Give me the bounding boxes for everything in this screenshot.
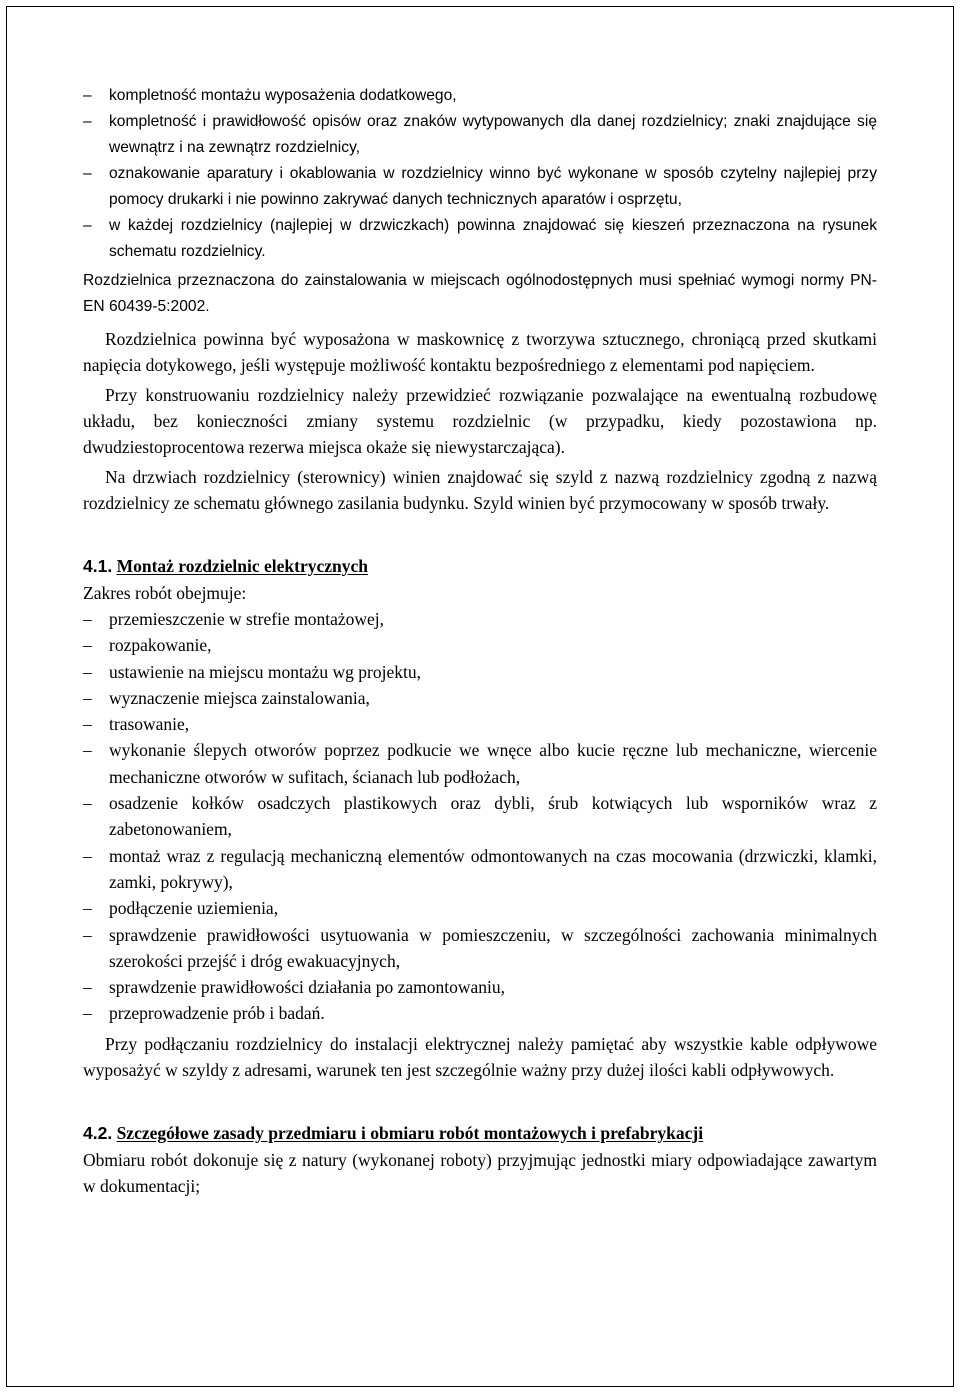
paragraph-szyld: Na drzwiach rozdzielnicy (sterownicy) winien znajdować się szyld z nazwą rozdzielnicy zgodną z nazwą rozdzielnicy ze schematu głównego zasilania budynku. Szyld winien być przymocowany w sposób trwały. bbox=[83, 467, 877, 513]
section-number: 4.2. bbox=[83, 1122, 113, 1143]
paragraph-closing: Przy podłączaniu rozdzielnicy do instalacji elektrycznej należy pamiętać aby wszystkie kable odpływowe wyposażyć w szyldy z adresami, warunek ten jest szczególnie ważny przy dużej ilości kabli odpływowych. bbox=[83, 1033, 877, 1080]
section-heading-4-2 bbox=[83, 1119, 877, 1147]
list-item: – kompletność montażu wyposażenia dodatkowego, bbox=[83, 83, 877, 109]
paragraph-norm: Rozdzielnica przeznaczona do zainstalowania w miejscach ogólnodostępnych musi spełniać wymogi normy PN-EN 60439-5:2002. bbox=[83, 272, 877, 315]
list-item: – trasowanie, bbox=[83, 711, 877, 737]
paragraph-maskownica: Rozdzielnica powinna być wyposażona w maskownicę z tworzywa sztucznego, chroniącą przed skutkami napięcia dotykowego, jeśli występuje możliwość kontaktu bezpośredniego z elementami pod napięciem. bbox=[83, 329, 877, 375]
list-item: – przemieszczenie w strefie montażowej, bbox=[83, 606, 877, 632]
paragraph-rozbudowa: Przy konstruowaniu rozdzielnicy należy przewidzieć rozwiązanie pozwalające na ewentualną rozbudowę układu, bez konieczności zmiany systemu rozdzielnic (w przypadku, kiedy pozostawiona np. dwudziestoprocentowa rezerwa miejsca okaże się niewystarczająca). bbox=[83, 385, 877, 457]
section-intro: Zakres robót obejmuje: bbox=[83, 583, 247, 603]
list-item: – osadzenie kołków osadczych plastikowych oraz dybli, śrub kotwiących lub wsporników wraz z zabetonowaniem, bbox=[83, 790, 877, 843]
list-item: – sprawdzenie prawidłowości działania po zamontowaniu, bbox=[83, 974, 877, 1000]
list-item: – wykonanie ślepych otworów poprzez podkucie we wnęce albo kucie ręczne lub mechaniczne, wiercenie mechaniczne otworów w sufitach, ścianach lub podłożach, bbox=[83, 737, 877, 790]
list-item: – rozpakowanie, bbox=[83, 632, 877, 658]
document-body bbox=[83, 83, 877, 1199]
section-title: Szczegółowe zasady przedmiaru i obmiaru robót montażowych i prefabrykacji bbox=[116, 1122, 704, 1143]
section-title: Montaż rozdzielnic elektrycznych bbox=[116, 556, 368, 576]
scope-list bbox=[83, 606, 877, 1027]
list-item: – podłączenie uziemienia, bbox=[83, 895, 877, 921]
list-item: – sprawdzenie prawidłowości usytuowania w pomieszczeniu, w szczególności zachowania minimalnych szerokości przejść i dróg ewakuacyjnych, bbox=[83, 922, 877, 975]
list-item: – przeprowadzenie prób i badań. bbox=[83, 1000, 877, 1026]
requirements-list bbox=[83, 83, 877, 265]
list-item: – w każdej rozdzielnicy (najlepiej w drzwiczkach) powinna znajdować się kieszeń przeznaczona na rysunek schematu rozdzielnicy. bbox=[83, 213, 877, 265]
section-number: 4.1. bbox=[83, 556, 113, 576]
section-heading-4-1 bbox=[83, 552, 877, 580]
list-item: – ustawienie na miejscu montażu wg projektu, bbox=[83, 659, 877, 685]
list-item: – wyznaczenie miejsca zainstalowania, bbox=[83, 685, 877, 711]
list-item: – oznakowanie aparatury i okablowania w rozdzielnicy winno być wykonane w sposób czytelny najlepiej przy pomocy drukarki i nie powinno zakrywać danych technicznych aparatów i osprzętu, bbox=[83, 161, 877, 213]
list-item: – kompletność i prawidłowość opisów oraz znaków wytypowanych dla danej rozdzielnicy; znaki znajdujące się wewnątrz i na zewnątrz rozdzielnicy, bbox=[83, 109, 877, 161]
list-item: – montaż wraz z regulacją mechaniczną elementów odmontowanych na czas mocowania (drzwiczki, klamki, zamki, pokrywy), bbox=[83, 843, 877, 896]
paragraph-obmiar: Obmiaru robót dokonuje się z natury (wykonanej roboty) przyjmując jednostki miary odpowiadające zawartym w dokumentacji; bbox=[83, 1149, 877, 1196]
